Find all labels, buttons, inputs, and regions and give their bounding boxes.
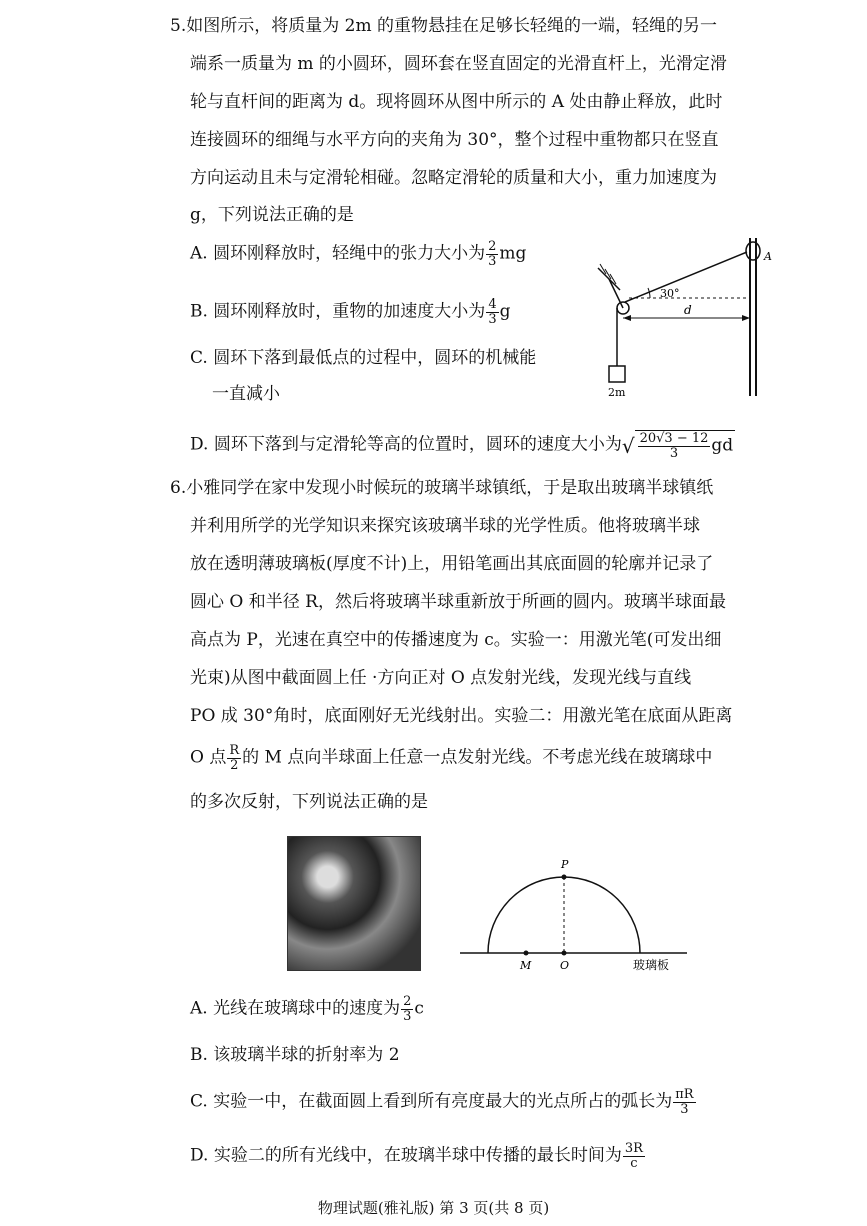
q5-line-1: 5.如图所示，将质量为 2m 的重物悬挂在足够长轻绳的一端，轻绳的另一 [170, 16, 717, 36]
mass-block [609, 366, 625, 382]
page-footer: 物理试题(雅礼版) 第 3 页(共 8 页) [317, 1199, 550, 1217]
svg-text:A: A [764, 250, 772, 263]
q6-hemisphere-diagram [455, 855, 695, 975]
q5-pulley-diagram [590, 228, 780, 408]
q6-option-c: C. 实验一中，在截面圆上看到所有亮度最大的光点所占的弧长为 $\frac{\pi R}{3}$ [190, 1087, 694, 1117]
svg-text:2m: 2m [608, 386, 626, 399]
q5-option-c-line1: C. 圆环下落到最低点的过程中，圆环的机械能 [190, 348, 537, 368]
svg-text:d: d [684, 303, 692, 317]
q6-option-d: D. 实验二的所有光线中，在玻璃半球中传播的最长时间为 $\frac{3R}{c}$ [190, 1141, 643, 1171]
svg-text:O: O [560, 959, 570, 972]
fraction: $\frac{2}{3}$ [403, 994, 412, 1024]
q5-option-b: B. 圆环刚释放时，重物的加速度大小为 $\frac{4}{3}$ g [190, 297, 511, 327]
sqrt: √ $\frac{20√3 - 12}{3}$ gd [621, 431, 734, 461]
q6-line-5: 高点为 P，光速在真空中的传播速度为 c。实验一：用激光笔(可发出细 [190, 630, 722, 650]
q6-line-8: O 点 $\frac{R}{2}$ 的 M 点向半球面上任意一点发射光线。不考虑光线在玻璃球中 [190, 743, 713, 773]
svg-text:M: M [520, 959, 532, 972]
fraction: $\frac{\pi R}{3}$ [675, 1087, 694, 1117]
fraction: $\frac{3R}{c}$ [624, 1141, 643, 1171]
q5-line-6: g，下列说法正确的是 [190, 205, 354, 225]
fraction: $\frac{2}{3}$ [488, 239, 497, 269]
q6-line-2: 并利用所学的光学知识来探究该玻璃半球的光学性质。他将玻璃半球 [190, 516, 700, 536]
q6-option-a: A. 光线在玻璃球中的速度为 $\frac{2}{3}$ c [190, 994, 424, 1024]
q6-line-9: 的多次反射，下列说法正确的是 [190, 792, 428, 812]
q5-option-c-line2: 一直减小 [212, 384, 280, 404]
q5-line-3: 轮与直杆间的距离为 d。现将圆环从图中所示的 A 处由静止释放，此时 [190, 92, 723, 112]
q5-option-a: A. 圆环刚释放时，轻绳中的张力大小为 $\frac{2}{3}$ mg [190, 239, 527, 269]
q6-line-1: 6.小雅同学在家中发现小时候玩的玻璃半球镇纸，于是取出玻璃半球镇纸 [170, 478, 714, 498]
fraction: $\frac{4}{3}$ [488, 297, 497, 327]
q6-option-b: B. 该玻璃半球的折射率为 2 [190, 1045, 400, 1065]
q5-line-4: 连接圆环的细绳与水平方向的夹角为 30°，整个过程中重物都只在竖直 [190, 130, 719, 150]
q6-line-3: 放在透明薄玻璃板(厚度不计)上，用铅笔画出其底面圆的轮廓并记录了 [190, 554, 714, 574]
q5-line-2: 端系一质量为 m 的小圆环，圆环套在竖直固定的光滑直杆上，光滑定滑 [190, 54, 727, 74]
q6-line-4: 圆心 O 和半径 R，然后将玻璃半球重新放于所画的圆内。玻璃半球面最 [190, 592, 726, 612]
q5-option-d: D. 圆环下落到与定滑轮等高的位置时，圆环的速度大小为√ $\frac{20√3 - 12}{3}$ gd [190, 431, 734, 461]
svg-text:玻璃板: 玻璃板 [633, 958, 670, 972]
ring [746, 242, 760, 260]
fraction: $\frac{R}{2}$ [229, 743, 240, 773]
svg-text:P: P [561, 858, 569, 871]
q6-line-6: 光束)从图中截面圆上任 ·方向正对 O 点发射光线，发现光线与直线 [190, 668, 692, 688]
svg-text:30°: 30° [660, 287, 680, 300]
q5-line-5: 方向运动且未与定滑轮相碰。忽略定滑轮的质量和大小，重力加速度为 [190, 168, 717, 188]
q6-line-7: PO 成 30°角时，底面刚好无光线射出。实验二：用激光笔在底面从距离 [190, 706, 733, 726]
glass-hemisphere-photo [287, 836, 421, 971]
